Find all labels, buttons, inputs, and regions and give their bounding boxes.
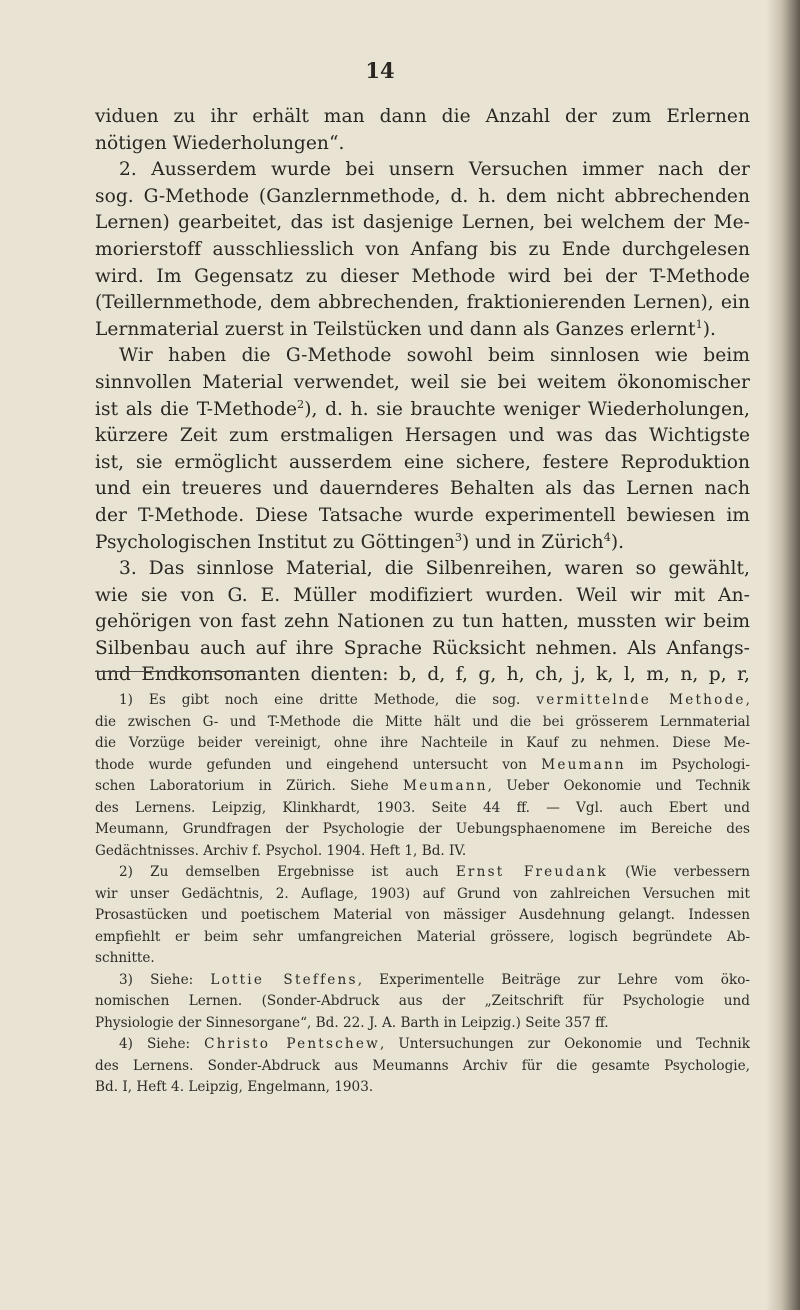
text-line: sog. G-Methode (Ganzlernmethode, d. h. dem nicht abbrechenden — [95, 185, 750, 207]
spaced-name: Lottie Steffens — [210, 971, 358, 988]
footnote-line — [95, 690, 750, 712]
footnote-line — [95, 776, 750, 798]
text-line: der T-Methode. Diese Tatsache wurde experimentell bewiesen im — [95, 504, 750, 526]
text-run: , — [745, 692, 750, 708]
spaced-term: vermittelnde Methode — [536, 692, 746, 708]
footnote-line: nomischen Lernen. (Sonder-Abdruck aus der „Zeitschrift für Psychologie und — [95, 993, 750, 1009]
footnote-line — [95, 862, 750, 884]
text-line: gehörigen von fast zehn Nationen zu tun hatten, mussten wir beim — [95, 611, 750, 633]
footnote-line: die zwischen G- und T-Methode die Mitte hält und die bei grösserem Lernmaterial — [95, 713, 750, 730]
text-run: ), d. h. sie brauchte weniger Wiederholungen, — [304, 398, 750, 420]
spaced-name: Meumann — [541, 756, 626, 773]
text-run: ). — [702, 318, 716, 340]
footnotes — [95, 690, 750, 1099]
footnote-ref-2: 2 — [297, 397, 305, 411]
text-line: und ein treueres und dauernderes Behalten als das Lernen nach — [95, 478, 750, 500]
text-line: Wir haben die G-Methode sowohl beim sinnlosen wie beim — [119, 345, 750, 367]
text-run: 3) Siehe: — [119, 971, 211, 988]
text-line: 3. Das sinnlose Material, die Silbenreihen, waren so gewählt, — [119, 558, 750, 580]
text-run: ) und in Zürich — [462, 531, 604, 553]
footnote-line: Meumann, Grundfragen der Psychologie der Uebungsphaenomene im Bereiche des — [95, 821, 750, 837]
text-line: wie sie von G. E. Müller modifiziert wurden. Weil wir mit An- — [95, 584, 750, 606]
text-line: kürzere Zeit zum erstmaligen Hersagen und was das Wichtigste — [95, 425, 750, 447]
text-run: thode wurde gefunden und eingehend untersucht von — [95, 756, 542, 773]
text-line — [95, 397, 750, 424]
footnote-line: wir unser Gedächtnis, 2. Auflage, 1903) auf Grund von zahlreichen Versuchen mit — [95, 885, 750, 902]
text-run: (Wie verbessern — [607, 864, 750, 880]
text-run: schen Laboratorium in Zürich. Siehe — [95, 778, 404, 794]
text-run: 2) Zu demselben Ergebnisse ist auch — [119, 864, 456, 880]
spaced-name: Ernst Freudank — [455, 864, 608, 880]
text-line: morierstoff ausschliesslich von Anfang bis zu Ende durchgelesen — [95, 238, 750, 260]
footnote-line: empfiehlt er beim sehr umfangreichen Material grössere, logisch begründete Ab- — [95, 928, 750, 945]
footnote-line: Gedächtnisses. Archiv f. Psychol. 1904. Heft 1, Bd. IV. — [95, 842, 467, 859]
text-line: (Teillernmethode, dem abbrechenden, fraktionierenden Lernen), ein — [95, 292, 750, 314]
text-run: 1) Es gibt noch eine dritte Methode, die sog. — [119, 692, 537, 708]
footnote-line — [95, 755, 750, 777]
footnote-ref-4: 4 — [603, 530, 611, 544]
footnote-ref-1: 1 — [695, 317, 703, 331]
text-line — [95, 317, 750, 344]
footnote-line: Bd. I, Heft 4. Leipzig, Engelmann, 1903. — [95, 1079, 374, 1095]
text-line: wird. Im Gegensatz zu dieser Methode wird bei der T-Methode — [95, 265, 750, 287]
text-run: ). — [610, 531, 625, 553]
text-run: 4) Siehe: — [119, 1036, 205, 1052]
text-run: im Psychologi- — [625, 756, 751, 773]
page-edge-shadow — [766, 0, 800, 1310]
text-line: nötigen Wiederholungen“. — [95, 132, 345, 154]
footnote-line — [95, 1034, 750, 1056]
text-run: ist als die T-Methode — [95, 398, 298, 420]
main-text — [95, 104, 750, 689]
footnote-line: Physiologie der Sinnesorgane“, Bd. 22. J. A. Barth in Leipzig.) Seite 357 ff. — [95, 1014, 609, 1031]
spaced-name: Meumann — [403, 778, 488, 794]
text-line: und Endkonsonanten dienten: b, d, f, g, h, ch, j, k, l, m, n, p, r, — [95, 664, 750, 686]
text-line: Silbenbau auch auf ihre Sprache Rücksicht nehmen. Als Anfangs- — [95, 637, 750, 659]
footnote-divider — [95, 671, 255, 672]
text-line — [95, 530, 750, 557]
text-line: viduen zu ihr erhält man dann die Anzahl der zum Erlernen — [95, 106, 750, 127]
text-run: , Ueber Oekonomie und Technik — [487, 778, 750, 794]
footnote-line — [95, 970, 750, 992]
spaced-name: Christo Pentschew — [204, 1036, 380, 1052]
footnote-line: des Lernens. Sonder-Abdruck aus Meumanns Archiv für die gesamte Psychologie, — [95, 1057, 750, 1074]
text-line: 2. Ausserdem wurde bei unsern Versuchen immer nach der — [119, 159, 750, 181]
footnote-ref-3: 3 — [454, 530, 463, 544]
text-line: sinnvollen Material verwendet, weil sie bei weitem ökonomischer — [95, 371, 750, 393]
footnote-line: des Lernens. Leipzig, Klinkhardt, 1903. Seite 44 ff. — Vgl. auch Ebert und — [95, 799, 750, 816]
text-run: Lernmaterial zuerst in Teilstücken und dann als Ganzes erlernt — [95, 318, 696, 340]
text-line: Lernen) gearbeitet, das ist dasjenige Lernen, bei welchem der Me- — [95, 212, 750, 234]
page-number: 14 — [365, 58, 395, 83]
footnote-line: schnitte. — [95, 950, 155, 966]
footnote-line: die Vorzüge beider vereinigt, ohne ihre Nachteile in Kauf zu nehmen. Diese Me- — [95, 735, 750, 751]
footnote-line: Prosastücken und poetischem Material von mässiger Ausdehnung gelangt. Indessen — [95, 907, 750, 923]
text-run: Psychologischen Institut zu Göttingen — [95, 531, 455, 553]
text-run: , Untersuchungen zur Oekonomie und Technik — [379, 1036, 750, 1052]
text-run: , Experimentelle Beiträge zur Lehre vom öko- — [357, 971, 750, 988]
text-line: ist, sie ermöglicht ausserdem eine sichere, festere Reproduktion — [95, 451, 750, 473]
